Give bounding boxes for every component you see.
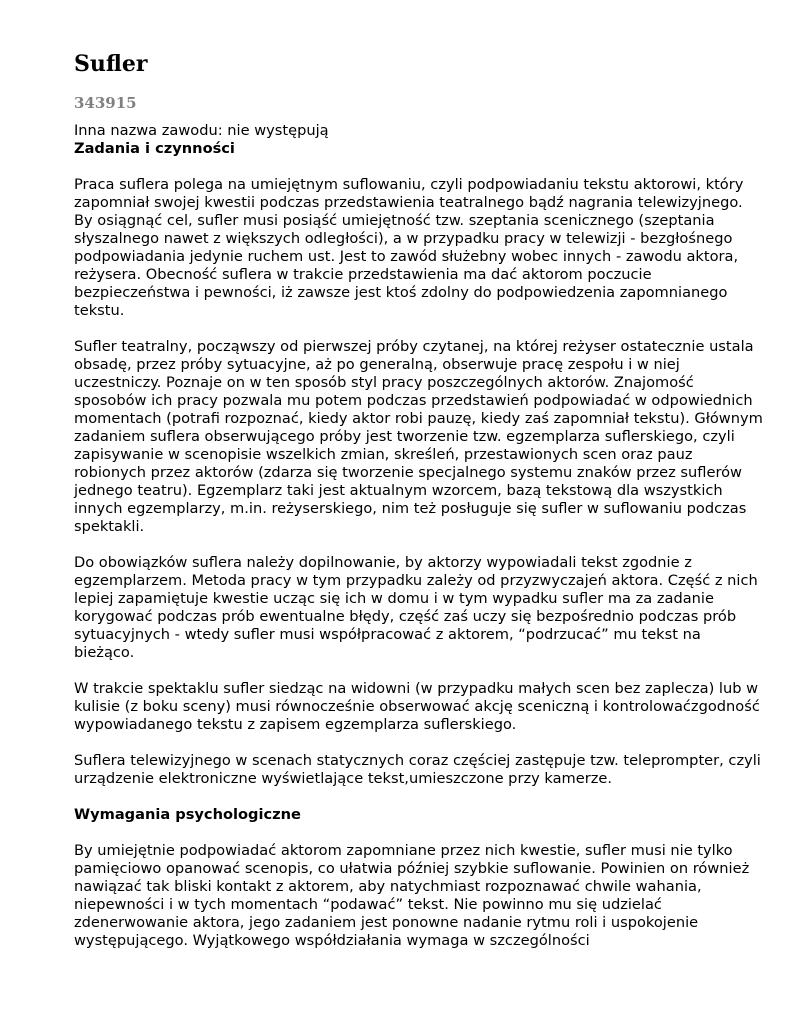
paragraph: W trakcie spektaklu sufler siedząc na widowni (w przypadku małych scen bez zaplecza) lub w kulisie (z boku sceny) musi równocześnie obserwować akcję sceniczną i kontrolowaćzgodność wypowiadanego tekstu z zapisem egzemplarza suflerskiego. [74,680,760,733]
paragraph: Do obowiązków suflera należy dopilnowanie, by aktorzy wypowiadali tekst zgodnie z egzemplarzem. Metoda pracy w tym przypadku zależy od przyzwyczajeń aktora. Część z nich lepiej zapamiętuje kwestie ucząc się ich w domu i w tym wypadku sufler ma za zadanie korygować podczas prób ewentualne błędy, część zaś uczy się bezpośrednio podczas prób sytuacyjnych - wtedy sufler musi współpracować z aktorem, “podrzucać” mu tekst na bieżąco. [74,554,758,661]
occupation-code: 343915 [74,94,137,112]
section-heading-psychological: Wymagania psychologiczne [74,806,301,823]
paragraph: By umiejętnie podpowiadać aktorom zapomniane przez nich kwestie, sufler musi nie tylko pamięciowo opanować scenopis, co ułatwia później szybkie suflowanie. Powinien on również nawiązać tak bliski kontakt z aktorem, aby natychmiast rozpoznawać chwile wahania, niepewności i w tych momentach “podawać” tekst. Nie powinno mu się udzielać zdenerwowanie aktora, jego zadaniem jest ponowne nadanie rytmu roli i uspokojenie występującego. Wyjątkowego współdziałania wymaga w szczególności [74,842,750,949]
document-content [74,122,764,950]
paragraph: Sufler teatralny, począwszy od pierwszej próby czytanej, na której reżyser ostatecznie ustala obsadę, przez próby sytuacyjne, aż po generalną, obserwuje pracę zespołu i w niej uczestniczy. Poznaje on w ten sposób styl pracy poszczególnych aktorów. Znajomość sposobów ich pracy pozwala mu potem podczas przedstawień podpowiadać w odpowiednich momentach (potrafi rozpoznać, kiedy aktor robi pauzę, kiedy zaś zapomniał tekstu). Głównym zadaniem suflera obserwującego próby jest tworzenie tzw. egzemplarza suflerskiego, czyli zapisywanie w scenopisie wszelkich zmian, skreśleń, przestawionych scen oraz pauz robionych przez aktorów (zdarza się tworzenie specjalnego systemu znaków przez suflerów jednego teatru). Egzemplarz taki jest aktualnym wzorcem, bazą tekstową dla wszystkich innych egzemplarzy, m.in. reżyserskiego, nim też posługuje się sufler w suflowaniu podczas spektakli. [74,338,763,535]
paragraph: Suflera telewizyjnego w scenach statycznych coraz częściej zastępuje tzw. teleprompter, czyli urządzenie elektroniczne wyświetlające tekst,umieszczone przy kamerze. [74,752,761,787]
paragraph: Praca suflera polega na umiejętnym suflowaniu, czyli podpowiadaniu tekstu aktorowi, który zapomniał swojej kwestii podczas przedstawienia teatralnego bądź nagrania telewizyjnego. By osiągnąć cel, sufler musi posiąść umiejętność tzw. szeptania scenicznego (szeptania słyszalnego nawet z większych odległości), a w przypadku pracy w telewizji - bezgłośnego podpowiadania jedynie ruchem ust. Jest to zawód służebny wobec innych - zawodu aktora, reżysera. Obecność suflera w trakcie przedstawienia ma dać aktorom poczucie bezpieczeństwa i pewności, iż zawsze jest ktoś zdolny do podpowiedzenia zapomnianego tekstu. [74,176,744,319]
page-title: Sufler [74,51,148,77]
section-heading-tasks: Zadania i czynności [74,140,235,157]
other-name-line: Inna nazwa zawodu: nie występują [74,122,329,139]
